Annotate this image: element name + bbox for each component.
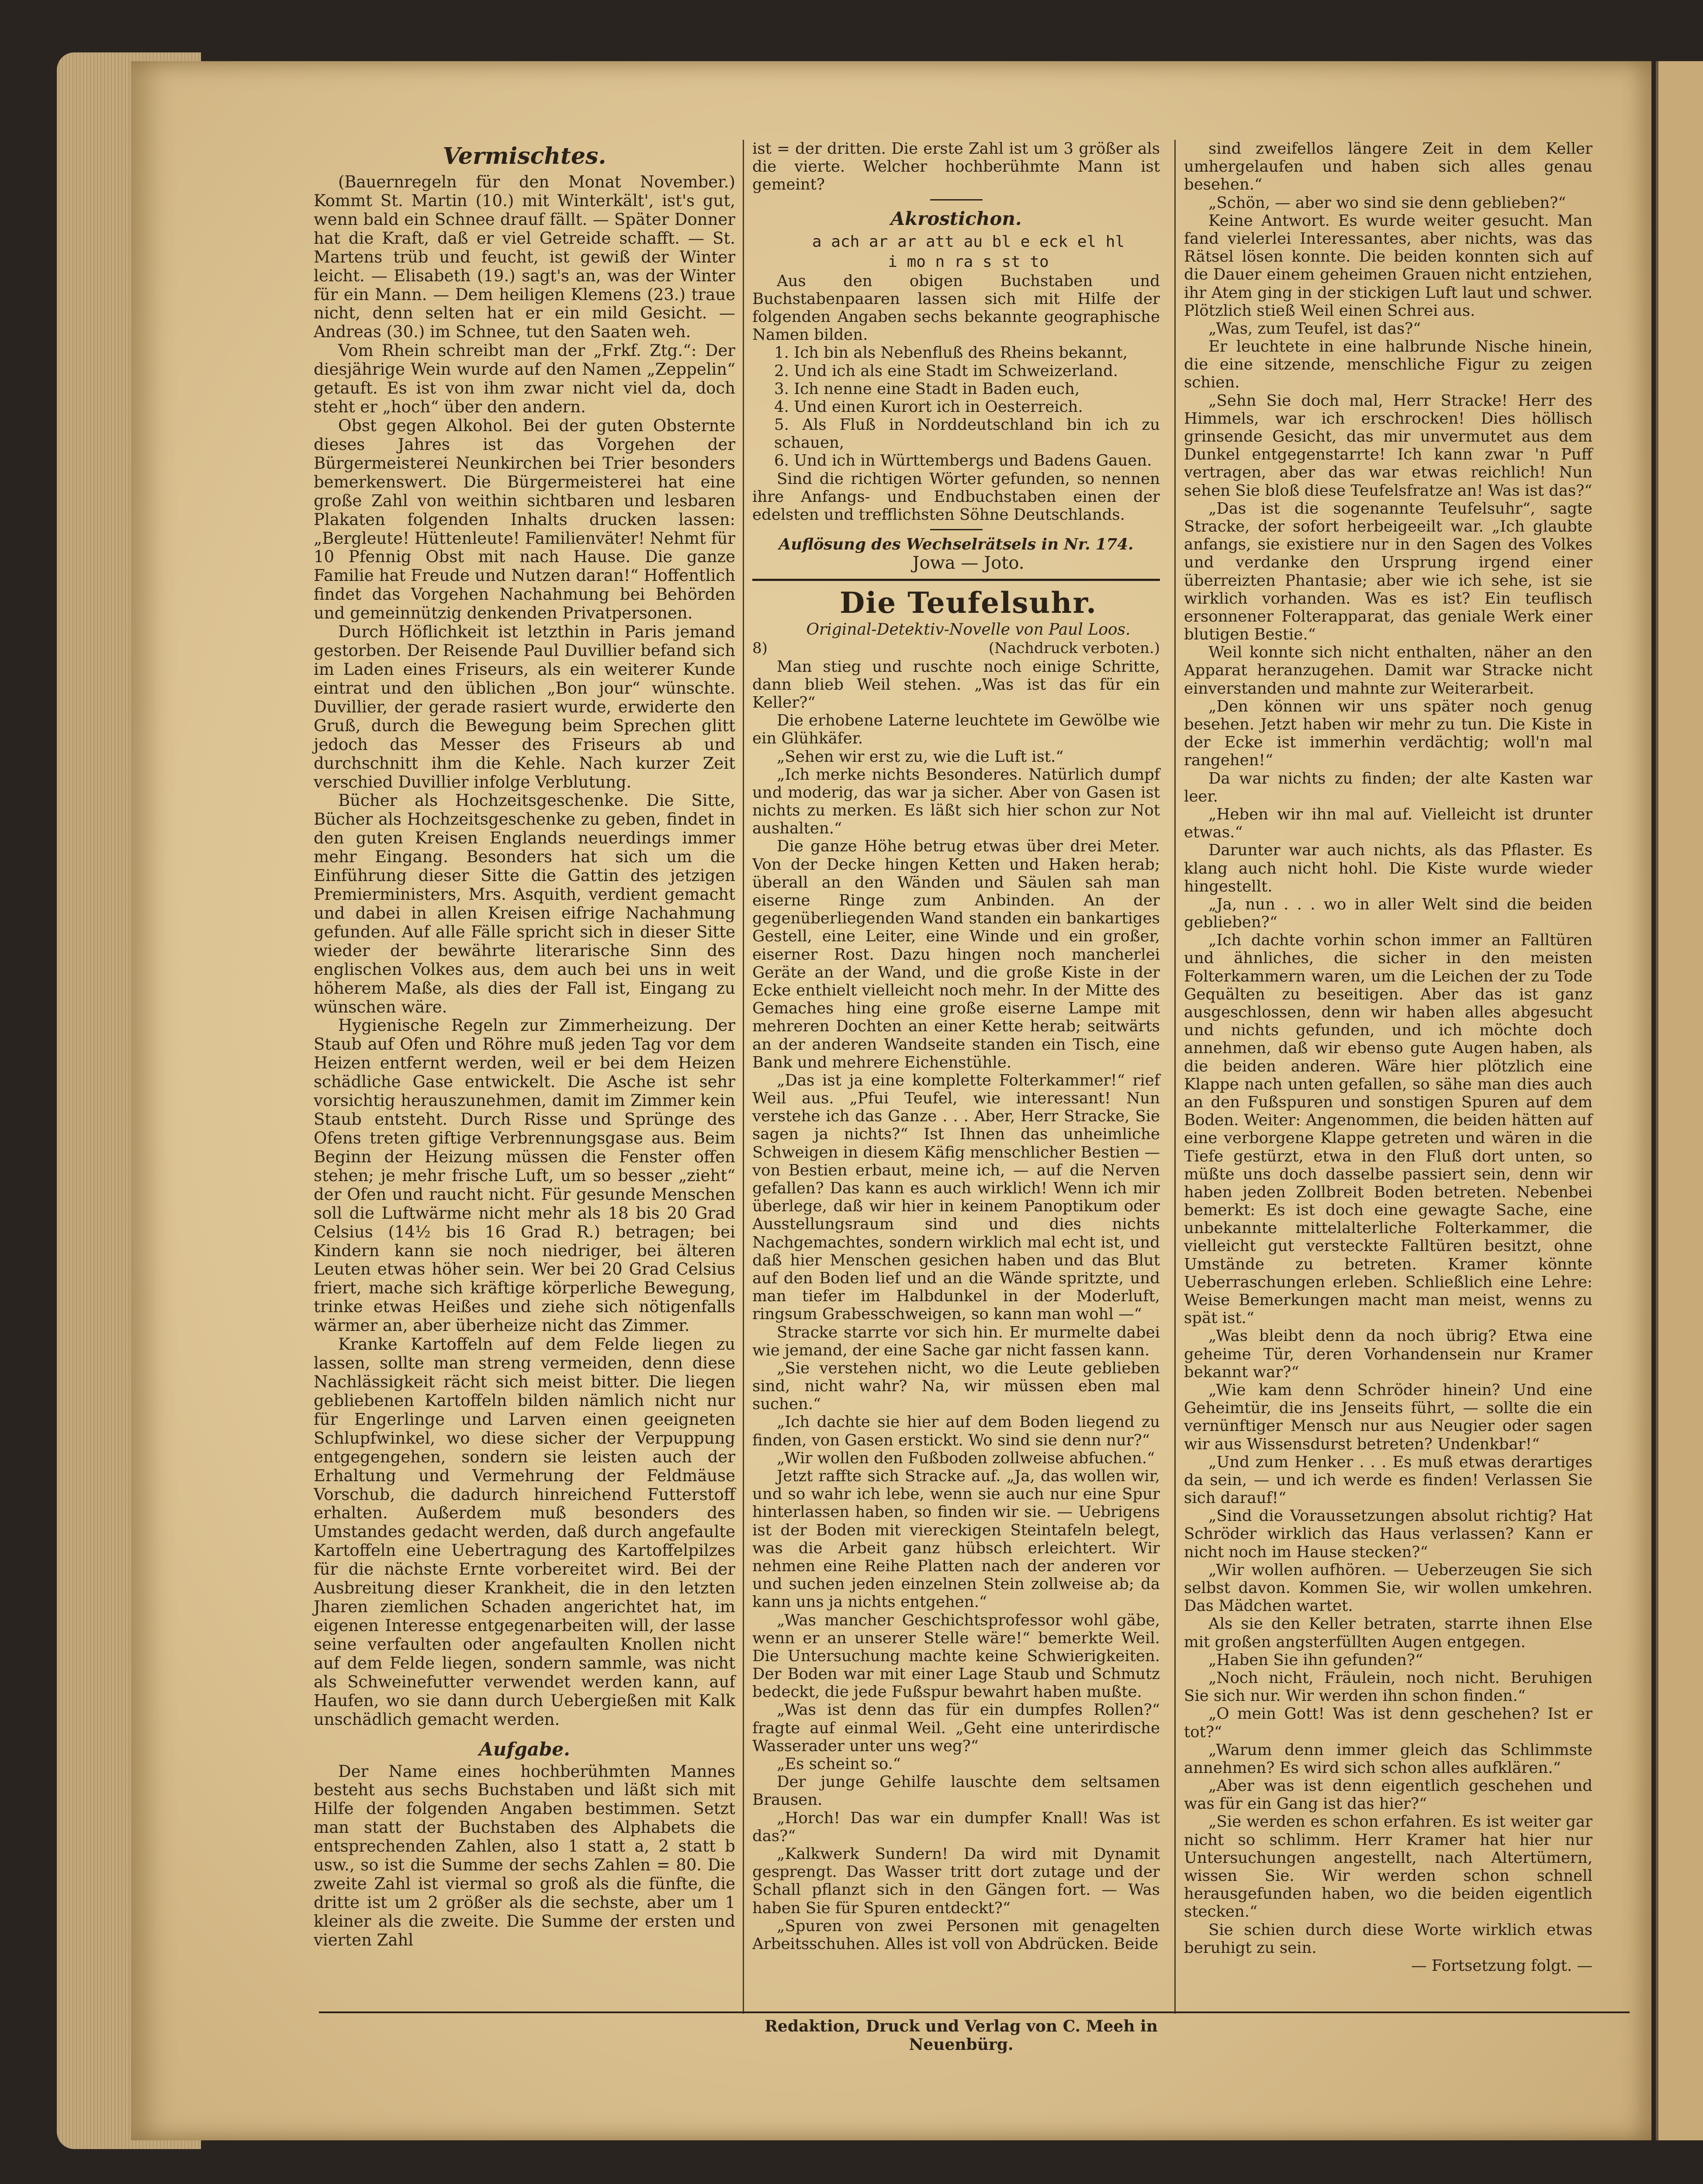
story-paragraph: „Horch! Das war ein dumpfer Knall! Was ist das?“	[752, 1809, 1160, 1845]
column-divider	[743, 140, 744, 2014]
story-paragraph: „Und zum Henker . . . Es muß etwas derartiges da sein, — und ich werde es finden! Verlassen Sie sich darauf!“	[1184, 1453, 1592, 1507]
akrostichon-letters-1: a ach ar ar att au bl e eck el hl	[812, 232, 1125, 251]
akrostichon-letters-2: i mo n ra s st to	[888, 252, 1049, 271]
article-paragraph: Obst gegen Alkohol. Bei der guten Obsternte dieses Jahres ist das Vorgehen der Bürgermeisterei Neunkirchen bei Trier besonders bemerkenswert. Die Bürgermeisterei hat eine große Zahl von weithin sichtbaren und lesbaren Plakaten folgenden Inhalts drucken lassen: „Bergleute! Hüttenleute! Familienväter! Nehmt für 10 Pfennig Obst mit nach Hause. Die ganze Familie hat Freude und Nutzen daran!“ Hoffentlich findet das Vorgehen Nachahmung bei Behörden und gemeinnützig denkenden Privatpersonen.	[314, 416, 735, 623]
article-paragraph: Vom Rhein schreibt man der „Frkf. Ztg.“: Der diesjährige Wein wurde auf den Namen „Zeppelin“ getauft. Es ist von ihm zwar nicht viel da, doch steht er „hoch“ über den andern.	[314, 341, 735, 417]
story-paragraph: Keine Antwort. Es wurde weiter gesucht. Man fand vielerlei Interessantes, aber nichts, was das Rätsel lösen konnte. Die beiden konnten sich auf die Dauer einem geheimen Grauen nicht entziehen, ihr Atem ging in der stickigen Luft laut und schwer. Plötzlich stieß Weil einen Schrei aus.	[1184, 211, 1592, 320]
story-paragraph: „Wir wollen aufhören. — Ueberzeugen Sie sich selbst davon. Kommen Sie, wir wollen umkehren. Das Mädchen wartet.	[1184, 1561, 1592, 1615]
story-paragraph: „Was ist denn das für ein dumpfes Rollen?“ fragte auf einmal Weil. „Geht eine unterirdische Wasserader unter uns weg?“	[752, 1701, 1160, 1755]
aufgabe-title: Aufgabe.	[479, 1738, 570, 1760]
akrostichon-item: 5. Als Fluß in Norddeutschland bin ich zu schauen,	[774, 416, 1160, 452]
column-3	[1184, 140, 1592, 1975]
story-paragraph: „Was mancher Geschichtsprofessor wohl gäbe, wenn er an unserer Stelle wäre!“ bemerkte Weil. Die Untersuchung machte keine Schwierigkeiten. Der Boden war mit einer Lage Staub und Schmutz bedeckt, die jede Fußspur bewahrt haben mußte.	[752, 1611, 1160, 1701]
article-paragraph: Bücher als Hochzeitsgeschenke. Die Sitte, Bücher als Hochzeitsgeschenke zu geben, findet in den guten Kreisen Englands neuerdings immer mehr Eingang. Besonders hat sich um die Einführung dieser Sitte die Gattin des jetzigen Premierministers, Mrs. Asquith, verdient gemacht und dabei in allen Kreisen eifrige Nachahmung gefunden. Auf alle Fälle spricht sich in dieser Sitte wieder der bewährte literarische Sinn des englischen Volkes aus, dem auch bei uns in weit höherem Maße, als dies der Fall ist, Eingang zu wünschen wäre.	[314, 791, 735, 1016]
story-subtitle: Original-Detektiv-Novelle von Paul Loos.	[806, 621, 1131, 639]
story-paragraph: Sie schien durch diese Worte wirklich etwas beruhigt zu sein.	[1184, 1921, 1592, 1957]
imprint: Redaktion, Druck und Verlag von C. Meeh in Neuenbürg.	[765, 2017, 1158, 2054]
story-paragraph: „Noch nicht, Fräulein, noch nicht. Beruhigen Sie sich nur. Wir werden ihn schon finden.“	[1184, 1669, 1592, 1705]
story-paragraph: „Spuren von zwei Personen mit genagelten Arbeitsschuhen. Alles ist voll von Abdrücken. Beide	[752, 1917, 1160, 1953]
story-paragraph: „Sehn Sie doch mal, Herr Stracke! Herr des Himmels, war ich erschrocken! Dies höllisch grinsende Gesicht, das mir unvermutet aus dem Dunkel entgegenstarrte! Ich kann zwar 'n Puff vertragen, aber das war etwas reichlich! Nun sehen Sie bloß diese Teufelsfratze an! Was ist das?“	[1184, 391, 1592, 500]
akrostichon-title: Akrostichon.	[890, 207, 1022, 229]
article-paragraph: Durch Höflichkeit ist letzthin in Paris jemand gestorben. Der Reisende Paul Duvillier befand sich im Laden eines Friseurs, als ein weiterer Kunde eintrat und den üblichen „Bon jour“ wünschte. Duvillier, der gerade rasiert wurde, erwiderte den Gruß, durch die Bewegung beim Sprechen glitt jedoch das Messer des Friseurs ab und durchschnitt ihm die Kehle. Nach kurzer Zeit verschied Duvillier infolge Verblutung.	[314, 622, 735, 791]
story-paragraph: Die erhobene Laterne leuchtete im Gewölbe wie ein Glühkäfer.	[752, 712, 1160, 748]
aufloesung-text: Jowa — Joto.	[912, 553, 1025, 574]
akrostichon-item: 3. Ich nenne eine Stadt in Baden euch,	[774, 380, 1080, 398]
story-paragraph: „Wie kam denn Schröder hinein? Und eine Geheimtür, die ins Jenseits führt, — sollte die ein vernünftiger Mensch nur aus Neugier oder sagen wir aus Wissensdurst betreten? Undenkbar!“	[1184, 1381, 1592, 1453]
column-2	[752, 140, 1160, 1953]
story-paragraph: Die ganze Höhe betrug etwas über drei Meter. Von der Decke hingen Ketten und Haken herab; überall an den Wänden und Säulen sah man eiserne Ringe zum Anbinden. An der gegenüberliegenden Wand standen ein bankartiges Gestell, eine Leiter, eine Winde und ein großer, eiserner Rost. Dazu hingen noch mancherlei Geräte an der Wand, und die große Kiste in der Ecke enthielt vielleicht noch mehr. In der Mitte des Gemaches hing eine große eiserne Lampe mit mehreren Dochten an einer Kette herab; seitwärts an der anderen Wandseite standen ein Tisch, eine Bank und mehrere Eichenstühle.	[752, 837, 1160, 1071]
story-paragraph: „Haben Sie ihn gefunden?“	[1208, 1651, 1423, 1669]
story-paragraph: „Ich dachte sie hier auf dem Boden liegend zu finden, von Gasen erstickt. Wo sind sie denn nur?“	[752, 1413, 1160, 1449]
article-paragraph: Hygienische Regeln zur Zimmerheizung. Der Staub auf Ofen und Röhre muß jeden Tag vor dem Heizen entfernt werden, weil er bei dem Heizen schädliche Gase entwickelt. Die Asche ist sehr vorsichtig herauszunehmen, damit im Zimmer kein Staub entsteht. Durch Risse und Sprünge des Ofens treten giftige Verbrennungsgase aus. Beim Beginn der Heizung müssen die Fenster offen stehen; je mehr frische Luft, um so besser „zieht“ der Ofen und raucht nicht. Für gesunde Menschen soll die Luftwärme nicht mehr als 18 bis 20 Grad Celsius (14½ bis 16 Grad R.) betragen; bei Kindern kann sie noch niedriger, bei älteren Leuten etwas höher sein. Wer bei 20 Grad Celsius friert, mache sich kräftige körperliche Bewegung, trinke etwas Heißes und ziehe sich nötigenfalls wärmer an, aber überheize nicht das Zimmer.	[314, 1016, 735, 1335]
reprint-note: (Nachdruck verboten.)	[988, 639, 1160, 657]
story-paragraph: „Ich merke nichts Besonderes. Natürlich dumpf und moderig, das war ja sicher. Aber von Gasen ist nichts zu merken. Es läßt sich hier schon zur Not aushalten.“	[752, 765, 1160, 838]
story-paragraph: Als sie den Keller betraten, starrte ihnen Else mit großen angsterfüllten Augen entgegen.	[1184, 1615, 1592, 1651]
facing-page-edge	[1656, 61, 1703, 2140]
section-title: Vermischtes.	[443, 143, 606, 169]
story-paragraph: „Sie werden es schon erfahren. Es ist weiter gar nicht so schlimm. Herr Kramer hat hier nur Untersuchungen angestellt, nach Altertümern, wissen Sie. Wir werden schon schnell herausgefunden haben, wo die beiden eigentlich stecken.“	[1184, 1813, 1592, 1921]
column-divider	[1174, 140, 1176, 2014]
story-paragraph: „O mein Gott! Was ist denn geschehen? Ist er tot?“	[1184, 1705, 1592, 1741]
aufloesung-title: Auflösung des Wechselrätsels in Nr. 174.	[779, 536, 1134, 554]
story-paragraph: „Was, zum Teufel, ist das?“	[1208, 319, 1421, 338]
story-paragraph: Er leuchtete in eine halbrunde Nische hinein, die eine sitzende, menschliche Figur zu zeigen schien.	[1184, 338, 1592, 392]
story-paragraph: „Das ist ja eine komplette Folterkammer!“ rief Weil aus. „Pfui Teufel, wie interessant! Nun verstehe ich das Ganze . . . Aber, Herr Stracke, Sie sagen ja nichts?“ Ist Ihnen das unheimliche Schweigen in diesem Käfig menschlicher Bestien — von Bestien erbaut, meine ich, — auf die Nerven gefallen? Das kann es auch wirklich! Wenn ich mir überlege, daß wir hier in keinem Panoptikum oder Ausstellungsraum sind und dies nichts Nachgemachtes, sondern wirklich mal echt ist, und daß hier Menschen gesichen haben und das Blut auf den Boden lief und an die Wände spritzte, und man tiefer im Halbdunkel in der Moderluft, ringsum Grabesschweigen, so kann man wohl —“	[752, 1071, 1160, 1324]
story-paragraph: „Heben wir ihn mal auf. Vielleicht ist drunter etwas.“	[1184, 805, 1592, 842]
akrostichon-item: 4. Und einen Kurort ich in Oesterreich.	[774, 397, 1083, 416]
akrostichon-item: 1. Ich bin als Nebenfluß des Rheins bekannt,	[774, 344, 1128, 362]
story-paragraph: Der junge Gehilfe lauschte dem seltsamen Brausen.	[752, 1773, 1160, 1809]
story-paragraph: „Warum denn immer gleich das Schlimmste annehmen? Es wird sich schon alles aufklären.“	[1184, 1741, 1592, 1777]
story-paragraph: Da war nichts zu finden; der alte Kasten war leer.	[1184, 769, 1592, 805]
story-meta	[752, 639, 1160, 657]
akrostichon-intro: Aus den obigen Buchstaben und Buchstabenpaaren lassen sich mit Hilfe der folgenden Angaben sechs bekannte geographische Namen bilden.	[752, 272, 1160, 344]
story-paragraph: „Sehen wir erst zu, wie die Luft ist.“	[777, 747, 1064, 766]
continuation-note: — Fortsetzung folgt. —	[1411, 1956, 1592, 1975]
divider	[930, 529, 983, 530]
story-paragraph: „Ich dachte vorhin schon immer an Falltüren und ähnliches, die sicher in den meisten Folterkammern waren, um die Leichen der zu Tode Gequälten zu beseitigen. Aber das ist ganz ausgeschlossen, denn wir haben alles abgesucht und nichts gefunden, und ich möchte doch annehmen, daß wir ebenso gute Augen haben, als die beiden anderen. Wäre hier plötzlich eine Klappe nach unten gefallen, so sähe man dies auch an den Fußspuren und sonstigen Spuren auf dem Boden. Weiter: Angenommen, die beiden hätten auf eine verborgene Klappe getreten und wären in die Tiefe gestürzt, etwa in den Fluß dort unten, so müßte uns doch dasselbe passiert sein, denn wir haben jeden Zollbreit Boden betreten. Nebenbei bemerkt: Es ist doch eine gewagte Sache, eine unbekannte mittelalterliche Folterkammer, die vielleicht gut versteckte Falltüren besitzt, ohne Umstände zu betreten. Kramer könnte Ueberraschungen erleben. Schließlich eine Lehre: Weise Bemerkungen macht man meist, wenns zu spät ist.“	[1184, 931, 1592, 1327]
story-paragraph: „Was bleibt denn da noch übrig? Etwa eine geheime Tür, deren Vorhandensein nur Kramer bekannt war?“	[1184, 1327, 1592, 1381]
story-paragraph: „Aber was ist denn eigentlich geschehen und was für ein Gang ist das hier?“	[1184, 1777, 1592, 1813]
divider	[930, 199, 983, 200]
aufgabe-text: Der Name eines hochberühmten Mannes besteht aus sechs Buchstaben und läßt sich mit Hilfe der folgenden Angaben bestimmen. Setzt man statt der Buchstaben des Alphabets die entsprechenden Zahlen, also 1 statt a, 2 statt b usw., so ist die Summe der sechs Zahlen = 80. Die zweite Zahl ist viermal so groß als die fünfte, die dritte ist um 2 größer als die sechste, aber um 1 kleiner als die zweite. Die Summe der ersten und vierten Zahl	[314, 1762, 735, 1949]
story-title: Die Teufelsuhr.	[839, 586, 1097, 620]
story-paragraph: „Kalkwerk Sundern! Da wird mit Dynamit gesprengt. Das Wasser tritt dort zutage und der Schall pflanzt sich in den Gängen fort. — Was haben Sie für Spuren entdeckt?“	[752, 1845, 1160, 1917]
story-rule	[752, 579, 1160, 581]
story-paragraph: Weil konnte sich nicht enthalten, näher an den Apparat heranzugehen. Damit war Stracke nicht einverstanden und mahnte zur Weiterarbeit.	[1184, 643, 1592, 698]
story-paragraph: „Es scheint so.“	[777, 1755, 901, 1773]
story-paragraph: „Schön, — aber wo sind sie denn geblieben?“	[1208, 194, 1566, 212]
article-paragraph: Kranke Kartoffeln auf dem Felde liegen zu lassen, sollte man streng vermeiden, denn diese Nachlässigkeit rächt sich meist bitter. Die liegen gebliebenen Kartoffeln bilden nämlich nicht nur für Engerlinge und Larven einen geeigneten Schlupfwinkel, wo diese sicher der Verpuppung entgegengehen, sondern sie leisten auch der Erhaltung und Vermehrung der Feldmäuse Vorschub, die dadurch hinreichend Futterstoff erhalten. Außerdem muß besonders des Umstandes gedacht werden, daß durch angefaulte Kartoffeln eine Uebertragung des Kartoffelpilzes für die nächste Ernte vorbereitet wird. Bei der Ausbreitung dieser Krankheit, die in den letzten Jharen ziemlichen Schaden angerichtet hat, im eigenen Interesse entgegenarbeiten will, der lasse seine verfaulten oder angefaulten Knollen nicht auf dem Felde liegen, sondern sammle, was nicht als Schweinefutter verwendet werden kann, auf Haufen, wo sie dann durch Uebergießen mit Kalk unschädlich gemacht werden.	[314, 1335, 735, 1729]
story-paragraph: „Ja, nun . . . wo in aller Welt sind die beiden geblieben?“	[1184, 895, 1592, 932]
story-paragraph: Man stieg und ruschte noch einige Schritte, dann blieb Weil stehen. „Was ist das für ein Keller?“	[752, 657, 1160, 712]
story-paragraph: „Den können wir uns später noch genug besehen. Jetzt haben wir mehr zu tun. Die Kiste in der Ecke ist immerhin verdächtig; woll'n mal rangehen!“	[1184, 697, 1592, 770]
story-paragraph: Darunter war auch nichts, als das Pflaster. Es klang auch nicht hohl. Die Kiste wurde wieder hingestellt.	[1184, 841, 1592, 895]
akrostichon-item: 2. Und ich als eine Stadt im Schweizerland.	[774, 362, 1118, 380]
column-1	[314, 140, 735, 1950]
story-paragraph: „Sind die Voraussetzungen absolut richtig? Hat Schröder wirklich das Haus verlassen? Kann er nicht noch im Hause stecken?“	[1184, 1507, 1592, 1561]
story-paragraph: sind zweifellos längere Zeit in dem Keller umhergelaufen und haben sich alles genau besehen.“	[1184, 140, 1592, 194]
story-paragraph: Jetzt raffte sich Stracke auf. „Ja, das wollen wir, und so wahr ich lebe, wenn sie auch nur eine Spur hinterlassen haben, so finden wir sie. — Uebrigens ist der Boden mit viereckigen Steintafeln belegt, was die Arbeit ganz hübsch erleichtert. Wir nehmen eine Reihe Platten nach der anderen vor und suchen jeden einzelnen Stein zollweise ab; da kann uns ja nichts entgehen.“	[752, 1467, 1160, 1611]
akrostichon-outro: Sind die richtigen Wörter gefunden, so nennen ihre Anfangs- und Endbuchstaben einen der edelsten und trefflichsten Söhne Deutschlands.	[752, 470, 1160, 524]
story-paragraph: „Sie verstehen nicht, wo die Leute geblieben sind, nicht wahr? Na, wir müssen eben mal suchen.“	[752, 1359, 1160, 1413]
story-paragraph: Stracke starrte vor sich hin. Er murmelte dabei wie jemand, der eine Sache gar nicht fassen kann.	[752, 1323, 1160, 1359]
footer-rule	[319, 2011, 1630, 2013]
article-paragraph: (Bauernregeln für den Monat November.) Kommt St. Martin (10.) mit Winterkält', ist's gut, wenn bald ein Schnee drauf fällt. — Später Donner hat die Kraft, daß er viel Getreide schafft. — St. Martens trüb und feucht, ist gewiß der Winter leicht. — Elisabeth (19.) sagt's an, was der Winter für ein Mann. — Dem heiligen Klemens (23.) traue nicht, denn selten hat er ein mild Gesicht. — Andreas (30.) im Schnee, tut den Saaten weh.	[314, 173, 735, 342]
akrostichon-item: 6. Und ich in Württembergs und Badens Gauen.	[774, 452, 1152, 470]
installment-number: 8)	[752, 639, 768, 657]
story-paragraph: „Das ist die sogenannte Teufelsuhr“, sagte Stracke, der sofort herbeigeeilt war. „Ich glaubte anfangs, sie existiere nur in den Sagen des Volkes und verdanke den Ursprung irgend einer überreizten Phantasie; aber wie ich sehe, ist sie wirklich vorhanden. Was es ist? Ein teuflisch ersonnener Folterapparat, das geniale Werk einer blutigen Bestie.“	[1184, 499, 1592, 644]
aufgabe-continuation: ist = der dritten. Die erste Zahl ist um 3 größer als die vierte. Welcher hochberühmte Mann ist gemeint?	[752, 140, 1160, 194]
story-paragraph: „Wir wollen den Fußboden zollweise abfuchen.“	[777, 1449, 1155, 1467]
